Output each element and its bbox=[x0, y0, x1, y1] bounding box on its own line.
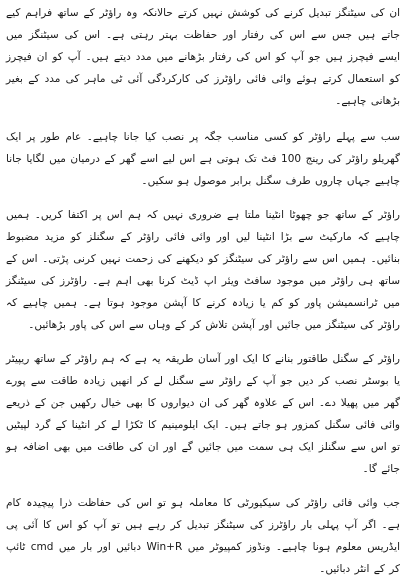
paragraph-signal-booster: راؤٹر کے سگنل طاقتور بنانے کا ایک اور آسان طریقہ یہ ہے کہ ہم راؤٹر کے ساتھ ریپیٹر یا بوسٹر نصب کر دیں جو آپ کے راؤٹر سے سگنل لے کر انھیں زیادہ طاقت سے پورے گھر میں پھیلا دے۔ اس کے علاوہ گھر کی ان دیواروں کا بھی خیال رکھیں جن کے ذریعے وائی فائی سگنل کمزور ہو جاتے ہیں۔ ایک ایلومینیم کا ٹکڑا لے کر انٹینا کے گرد لپیٹیں تو اس سے سگنلز ایک ہی سمت میں جائیں گے اور ان کی طاقت میں بھی اضافہ ہو جائے گا۔ bbox=[6, 353, 400, 475]
paragraph-router-settings-intro: ان کی سیٹنگز تبدیل کرنے کی کوشش نہیں کرتے حالانکہ وہ راؤٹر کے ساتھ فراہم کیے جاتے ہیں جس سے اس کی رفتار اور حفاظت بہتر رہتی ہے۔ اس کی سیٹنگز میں ایسے فیچرز ہیں جو آپ کو اس کی رفتار بڑھانے میں مدد دیتے ہیں۔ آپ کو ان فیچرز کو استعمال کرتے ہوئے وائی فائی راؤٹرز کی کارکردگی آئی ٹی ماہر کی مدد کے بغیر بڑھانی چاہیے۔ bbox=[6, 7, 400, 107]
paragraph-router-placement: سب سے پہلے راؤٹر کو کسی مناسب جگہ پر نصب کیا جانا چاہیے۔ عام طور پر ایک گھریلو راؤٹر کی رینج 100 فٹ تک ہوتی ہے اس لیے اسے گھر کے درمیان میں لگایا جانا چاہیے جہاں چاروں طرف سگنل برابر موصول ہو سکیں۔ bbox=[6, 131, 400, 187]
paragraph-router-security: جب وائی فائی راؤٹر کی سیکیورٹی کا معاملہ ہو تو اس کی حفاظت ذرا پیچیدہ کام ہے۔ اگر آپ پہلی بار راؤٹرز کی سیٹنگز تبدیل کر رہے ہیں تو آپ کو اس کا آئی پی ایڈریس معلوم ہونا چاہیے۔ ونڈوز کمپیوٹر میں Win+R دبائیں اور بار میں cmd ٹائپ کر کے انٹر دبائیں۔ bbox=[6, 497, 400, 575]
paragraph-router-antenna: راؤٹر کے ساتھ جو چھوٹا انٹینا ملتا ہے ضروری نہیں کہ ہم اس پر اکتفا کریں۔ ہمیں چاہیے کہ مارکیٹ سے بڑا انٹینا لیں اور وائی فائی راؤٹر کے سگنلز کو مزید مضبوط بنائیں۔ ہمیں اس سے راؤٹر کی سیٹنگز کو دیکھنے کی زحمت نہیں کرنی پڑتی۔ اس کے ساتھ ہی راؤٹر میں موجود سافٹ ویئر اپ ڈیٹ کرنا بھی اہم ہے۔ راؤٹرز کی سیٹنگز میں ٹرانسمیشن پاور کو کم یا زیادہ کرنے کا آپشن موجود ہوتا ہے۔ ہمیں چاہیے کہ راؤٹر کی سیٹنگز میں جائیں اور آپشن تلاش کر کے وہاں سے اس کی پاور بڑھائیں۔ bbox=[6, 209, 400, 331]
